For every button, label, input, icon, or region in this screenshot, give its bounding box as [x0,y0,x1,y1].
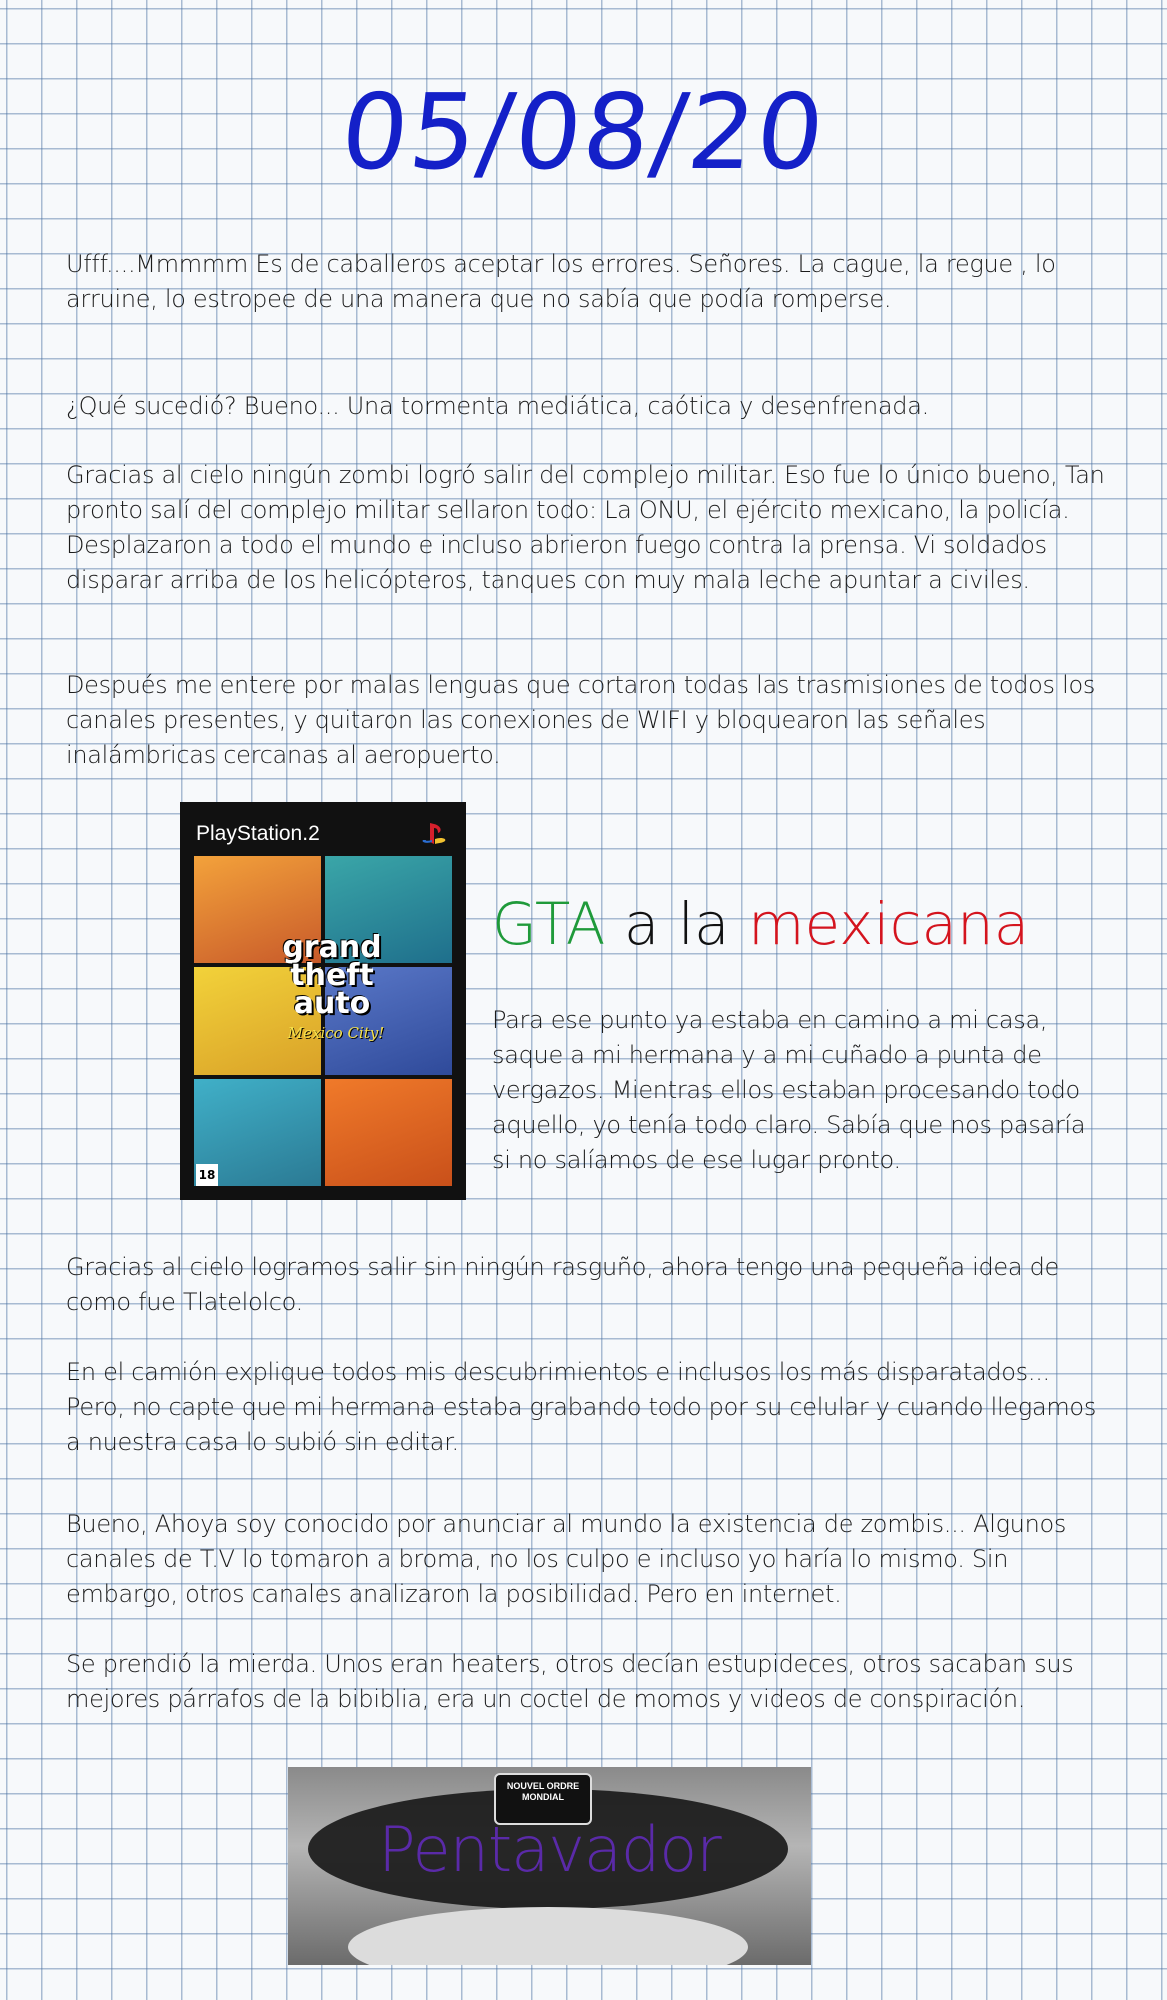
age-rating-badge: 18 [196,1164,218,1186]
paragraph-4: Después me entere por malas lenguas que cortaron todas las trasmisiones de todos los canales presentes, y quitaron las conexiones de WIFI y bloquearon las señales inalámbricas cercanas al aeropuerto. [66,671,1096,769]
gta-logo-line: auto [293,986,371,1021]
new-world-order-image [288,1767,811,1965]
gta-ps2-cover-image [180,802,466,1200]
gta-heading [492,890,1112,958]
nwo-sign-line: NOUVEL ORDRE [506,1781,580,1791]
playstation-logo-icon [420,820,448,848]
ps2-brand-text: PlayStation.2 [196,822,320,845]
paragraph-5: Para ese punto ya estaba en camino a mi casa, saque a mi hermana y a mi cuñado a punta de vergazos. Mientras ellos estaban procesando todo aquello, yo tenía todo claro. Sabía que nos pasaría si no salíamos de ese lugar pronto. [492,1006,1086,1174]
cover-art-panels [194,856,452,1186]
gta-heading-part: GTA [492,890,606,958]
table-shape [348,1907,748,1965]
paragraph-6: Gracias al cielo logramos salir sin ningún rasguño, ahora tengo una pequeña idea de como fue Tlatelolco. [66,1253,1059,1316]
gta-subtitle: Mexico City! [287,1024,385,1042]
nwo-sign-line: MONDIAL [522,1792,564,1802]
gta-logo-line: grand [282,930,382,965]
gta-logo [272,930,392,1021]
image-caption: Pentavador [378,1813,721,1886]
gta-heading-part: mexicana [748,890,1030,958]
page-date: 05/08/20 [335,71,832,193]
gta-logo-line: theft [290,958,374,993]
paragraph-3: Gracias al cielo ningún zombi logró salir del complejo militar. Eso fue lo único bueno, Tan pronto salí del complejo militar sellaron todo: La ONU, el ejército mexicano, la policía. Desplazaron a todo el mundo e incluso abrieron fuego contra la prensa. Vi soldados disparar arriba de los helicópteros, tanques con muy mala leche apuntar a civiles. [66,461,1105,594]
ps2-header [194,814,452,856]
paragraph-9: Se prendió la mierda. Unos eran heaters, otros decían estupideces, otros sacaban sus mejores párrafos de la bibiblia, era un coctel de momos y videos de conspiración. [66,1650,1074,1713]
paragraph-8: Bueno, Ahoya soy conocido por anunciar al mundo la existencia de zombis... Algunos canales de T.V lo tomaron a broma, no los culpo e incluso yo haría lo mismo. Sin embargo, otros canales analizaron la posibilidad. Pero en internet. [66,1510,1067,1608]
paragraph-1: Ufff....Mmmmm Es de caballeros aceptar los errores. Señores. La cague, la regue , lo arruine, lo estropee de una manera que no sabía que podía romperse. [66,250,1056,313]
cover-panel [325,1079,452,1186]
gta-heading-part: a la [623,890,730,958]
paragraph-7: En el camión explique todos mis descubrimientos e inclusos los más disparatados... Pero, no capte que mi hermana estaba grabando todo por su celular y cuando llegamos a nuestra casa lo subió sin editar. [66,1358,1097,1456]
paragraph-2: ¿Qué sucedió? Bueno... Una tormenta mediática, caótica y desenfrenada. [66,392,929,420]
